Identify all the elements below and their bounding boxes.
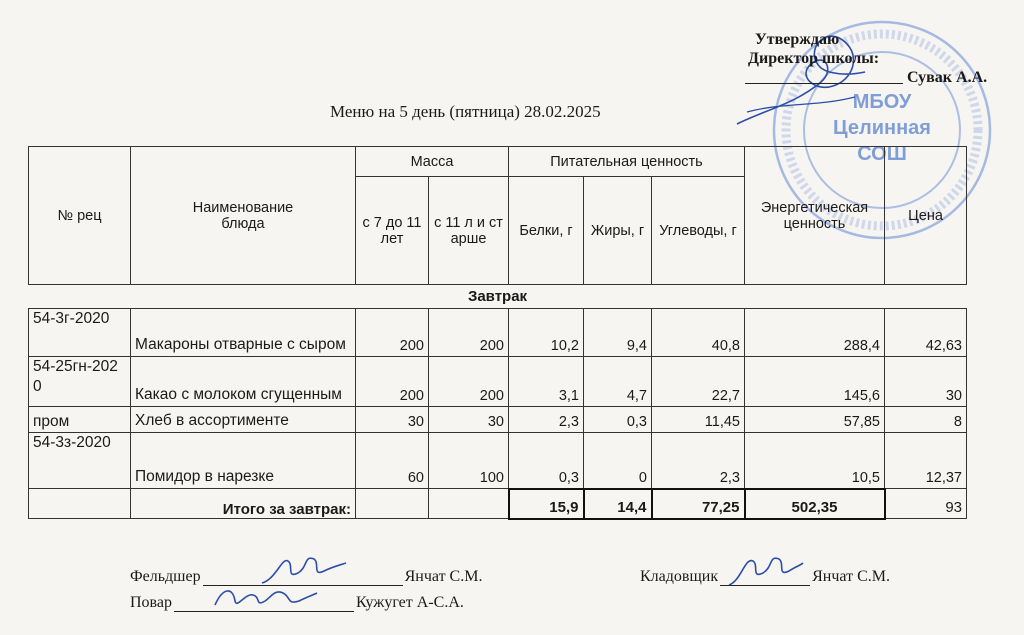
header-energy: Энергетическая ценность <box>745 147 885 285</box>
carbs: 2,3 <box>652 433 745 489</box>
mass-7-11: 200 <box>356 309 429 357</box>
total-row <box>29 489 967 519</box>
energy: 57,85 <box>745 407 885 433</box>
header-carbs: Углеводы, г <box>652 177 745 285</box>
total-empty-cell <box>29 489 131 519</box>
dish-name: Макароны отварные с сыром <box>131 309 356 357</box>
cook-signature <box>130 594 464 612</box>
fats: 9,4 <box>584 309 652 357</box>
mass-11-plus: 30 <box>429 407 509 433</box>
header-mass-11-plus: с 11 л и старше <box>429 177 509 285</box>
signature-scribble-icon <box>209 575 319 615</box>
signature-underline <box>174 597 354 612</box>
proteins: 0,3 <box>509 433 584 489</box>
header-dish-name: Наименование блюда <box>131 147 356 285</box>
table-row <box>29 357 967 407</box>
energy: 145,6 <box>745 357 885 407</box>
signature-underline <box>745 68 903 84</box>
approval-signature-line <box>745 68 1015 87</box>
total-price: 93 <box>885 489 967 519</box>
mass-7-11: 60 <box>356 433 429 489</box>
mass-7-11: 30 <box>356 407 429 433</box>
price: 8 <box>885 407 967 433</box>
page-title: Меню на 5 день (пятница) 28.02.2025 <box>330 102 601 121</box>
fats: 4,7 <box>584 357 652 407</box>
header-price: Цена <box>885 147 967 285</box>
energy: 10,5 <box>745 433 885 489</box>
storekeeper-signature <box>640 568 890 586</box>
carbs: 40,8 <box>652 309 745 357</box>
header-nutrition: Питательная ценность <box>509 147 745 177</box>
dish-name: Какао с молоком сгущенным <box>131 357 356 407</box>
price: 12,37 <box>885 433 967 489</box>
total-proteins: 15,9 <box>509 489 584 519</box>
approval-block <box>745 30 1015 87</box>
total-energy: 502,35 <box>745 489 885 519</box>
table-row <box>29 433 967 489</box>
signature-underline <box>720 571 810 586</box>
proteins: 3,1 <box>509 357 584 407</box>
proteins: 2,3 <box>509 407 584 433</box>
menu-table <box>28 146 967 520</box>
director-name: Сувак А.А. <box>907 69 988 86</box>
stamp-line-1: МБОУ <box>852 91 912 113</box>
mass-11-plus: 200 <box>429 309 509 357</box>
cook-name: Кужугет А-С.А. <box>356 594 464 611</box>
stamp-line-2: Целинная <box>833 117 931 139</box>
section-breakfast: Завтрак <box>29 285 967 309</box>
total-fats: 14,4 <box>584 489 652 519</box>
dish-name: Помидор в нарезке <box>131 433 356 489</box>
header-fats: Жиры, г <box>584 177 652 285</box>
dish-name: Хлеб в ассортименте <box>131 407 356 433</box>
rec-code: 54-25гн-2020 <box>29 357 131 407</box>
signature-scribble-icon <box>725 549 805 591</box>
table-row <box>29 309 967 357</box>
carbs: 22,7 <box>652 357 745 407</box>
approval-heading: Утверждаю <box>755 31 840 48</box>
paramedic-name: Янчат С.М. <box>404 568 483 585</box>
table-row <box>29 407 967 433</box>
rec-code: 54-3з-2020 <box>29 433 131 489</box>
price: 42,63 <box>885 309 967 357</box>
fats: 0 <box>584 433 652 489</box>
total-carbs: 77,25 <box>652 489 745 519</box>
header-mass: Масса <box>356 147 509 177</box>
approval-position: Директор школы: <box>748 50 880 67</box>
header-mass-7-11: с 7 до 11 лет <box>356 177 429 285</box>
paramedic-label: Фельдшер <box>130 568 201 585</box>
cook-label: Повар <box>130 594 172 611</box>
total-empty-cell <box>429 489 509 519</box>
carbs: 11,45 <box>652 407 745 433</box>
rec-code: 54-3г-2020 <box>29 309 131 357</box>
fats: 0,3 <box>584 407 652 433</box>
mass-11-plus: 100 <box>429 433 509 489</box>
header-rec-no: № рец <box>29 147 131 285</box>
rec-code: пром <box>29 407 131 433</box>
price: 30 <box>885 357 967 407</box>
total-label: Итого за завтрак: <box>131 489 356 519</box>
storekeeper-name: Янчат С.М. <box>812 568 890 585</box>
energy: 288,4 <box>745 309 885 357</box>
stamp-line-3: СОШ <box>857 143 907 165</box>
total-empty-cell <box>356 489 429 519</box>
proteins: 10,2 <box>509 309 584 357</box>
mass-11-plus: 200 <box>429 357 509 407</box>
storekeeper-label: Кладовщик <box>640 568 719 585</box>
mass-7-11: 200 <box>356 357 429 407</box>
header-proteins: Белки, г <box>509 177 584 285</box>
